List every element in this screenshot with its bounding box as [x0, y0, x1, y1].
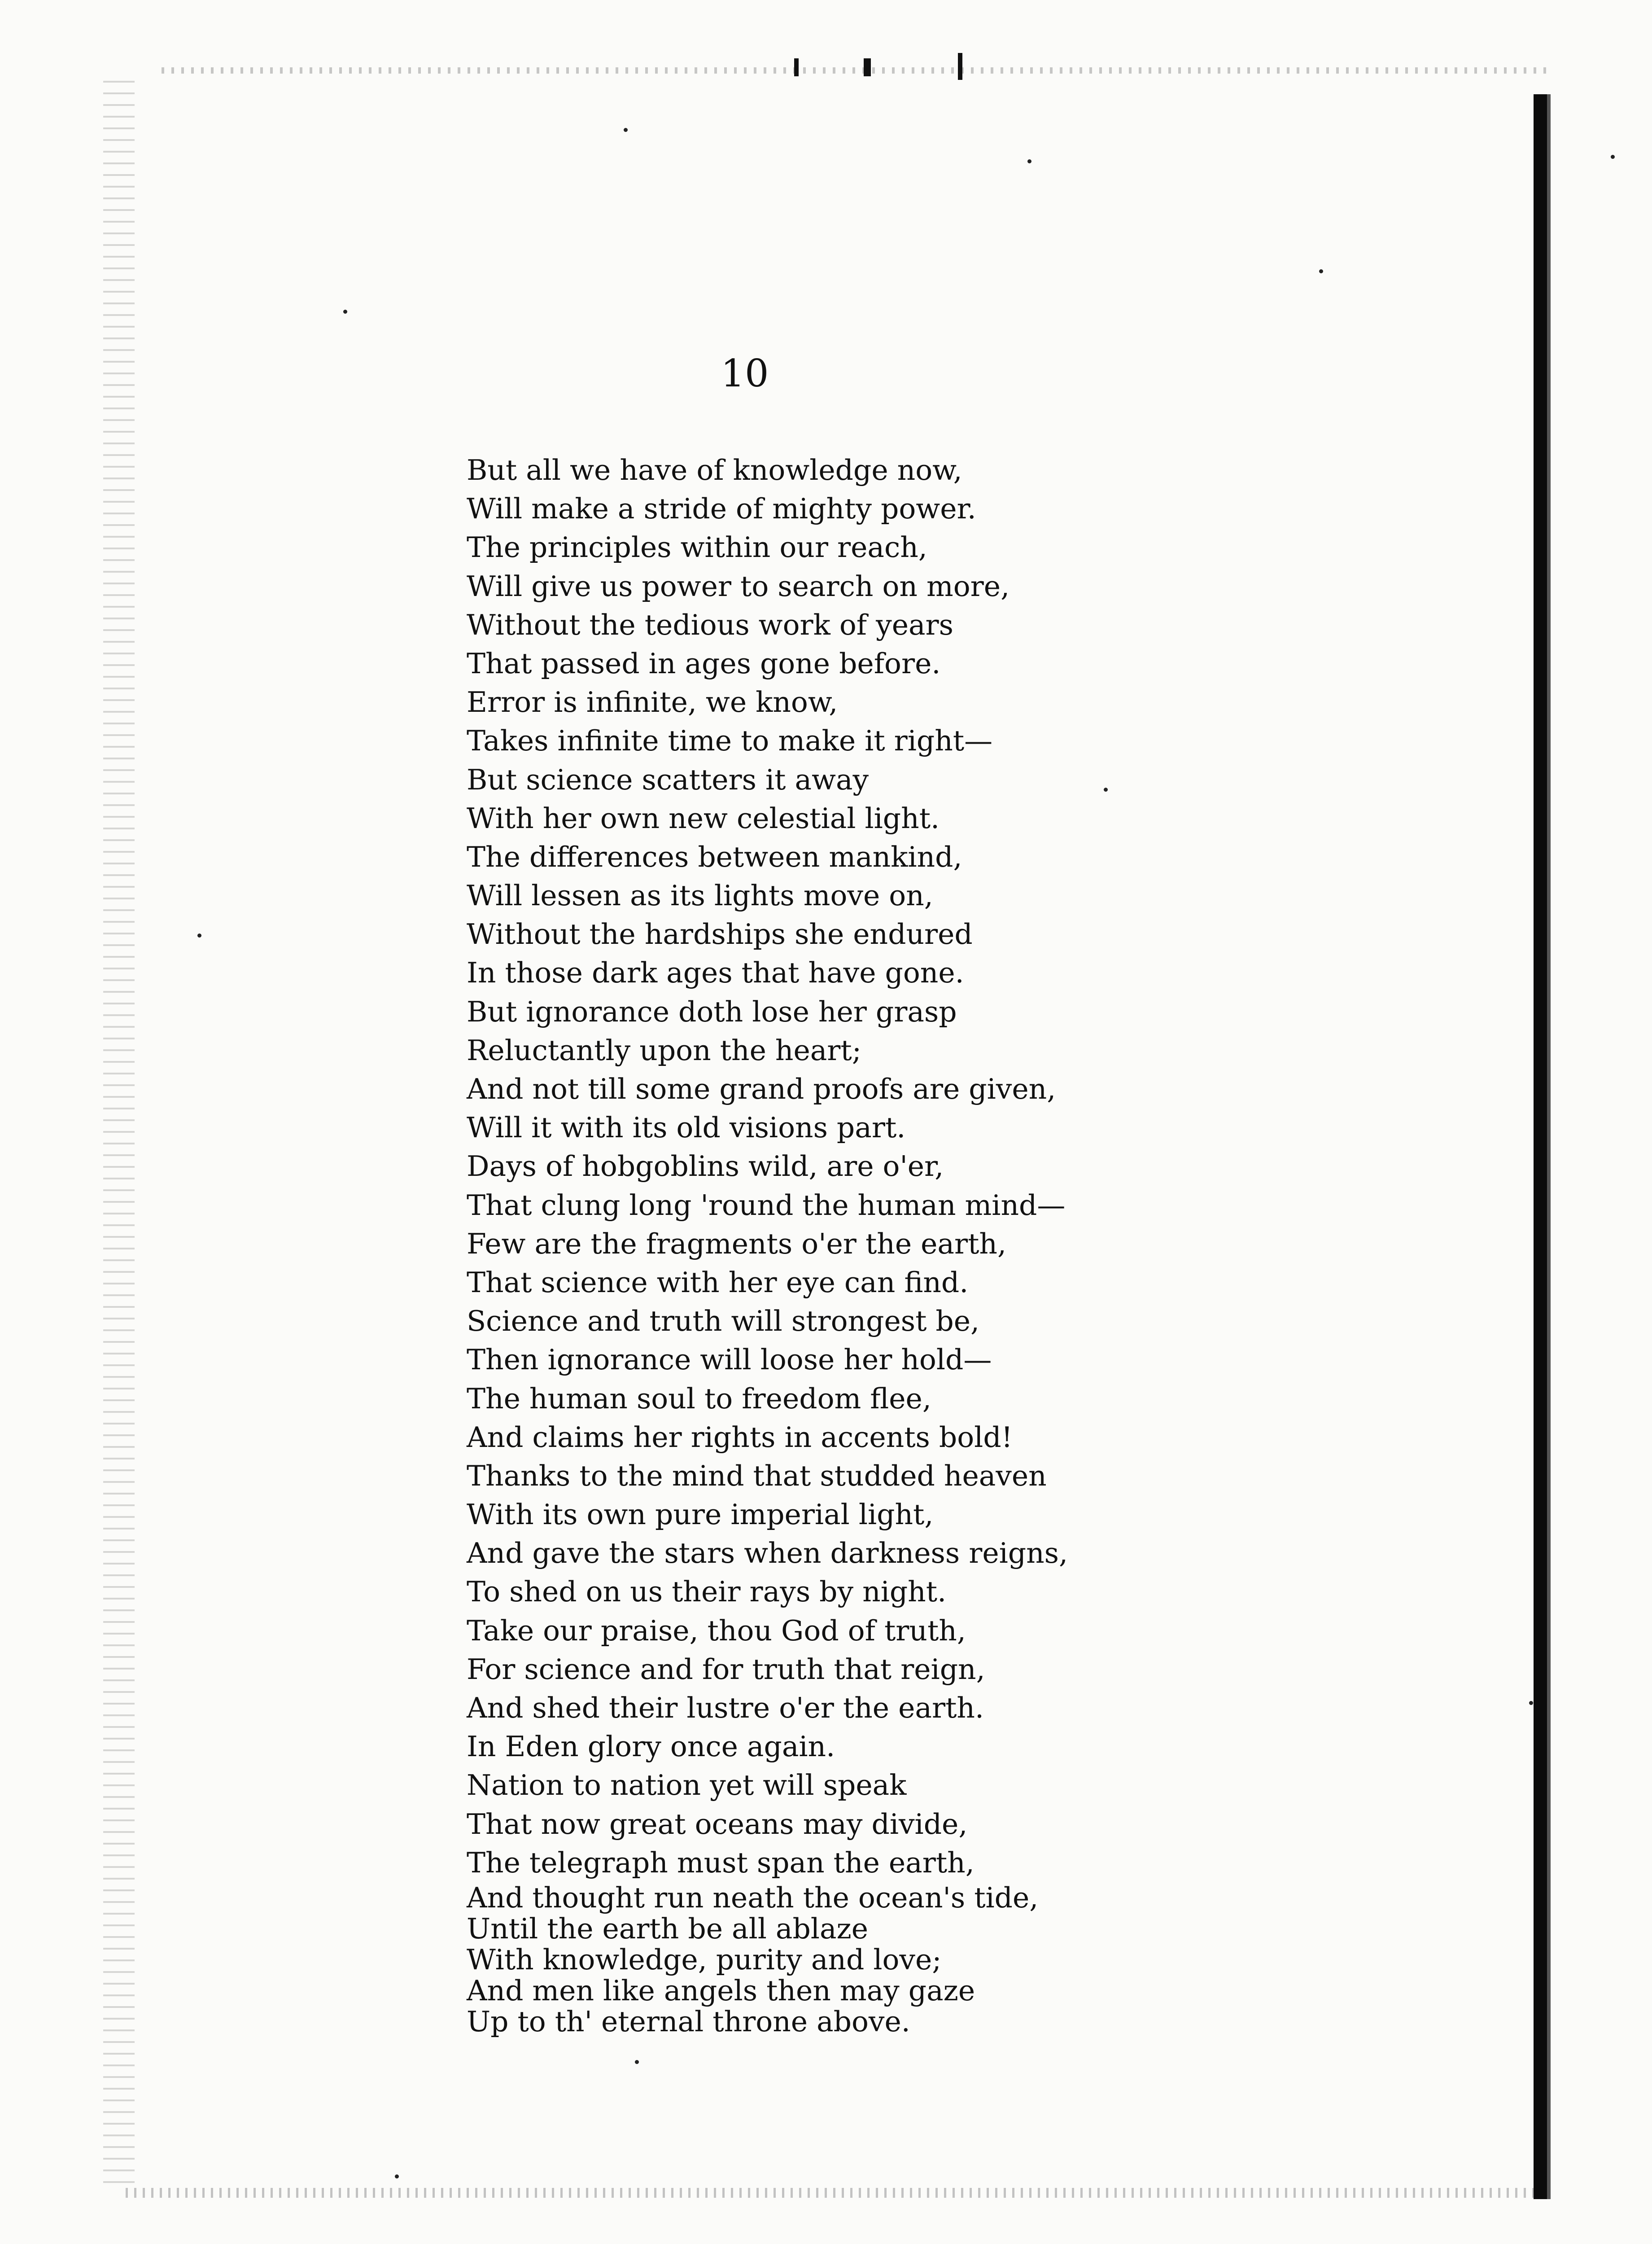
poem-line: Days of hobgoblins wild, are o'er,	[467, 1150, 944, 1183]
poem-line: Take our praise, thou God of truth,	[467, 1614, 966, 1647]
poem-line: And men like angels then may gaze	[467, 1974, 975, 2007]
poem-line: Without the hardships she endured	[467, 918, 973, 951]
poem-line: Without the tedious work of years	[467, 608, 953, 641]
poem-line: And claims her rights in accents bold!	[467, 1420, 1013, 1454]
poem-line: Nation to nation yet will speak	[467, 1769, 907, 1802]
poem-line: With knowledge, purity and love;	[467, 1943, 942, 1976]
poem-line: But ignorance doth lose her grasp	[467, 995, 957, 1028]
ink-speck	[395, 2174, 399, 2178]
page-number: 10	[721, 351, 769, 395]
poem-line: To shed on us their rays by night.	[467, 1575, 947, 1608]
poem-line: That clung long 'round the human mind—	[467, 1188, 1066, 1222]
ink-speck	[343, 310, 347, 314]
poem-line: And thought run neath the ocean's tide,	[467, 1881, 1039, 1914]
ink-speck	[1611, 155, 1615, 159]
poem-line: With her own new celestial light.	[467, 802, 940, 835]
page-top-edge	[162, 67, 1552, 74]
ink-speck	[635, 2060, 639, 2064]
page-left-edge	[103, 81, 135, 2190]
poem-line: That passed in ages gone before.	[467, 647, 941, 680]
poem-line: Thanks to the mind that studded heaven	[467, 1459, 1047, 1492]
poem-line: Error is infinite, we know,	[467, 686, 838, 719]
poem-line: Will it with its old visions part.	[467, 1111, 906, 1144]
ink-speck	[624, 128, 628, 132]
poem-line: Will give us power to search on more,	[467, 570, 1010, 603]
poem-line: And gave the stars when darkness reigns,	[467, 1537, 1068, 1570]
poem-line: Reluctantly upon the heart;	[467, 1034, 861, 1067]
poem-line: But science scatters it away	[467, 763, 869, 796]
poem-line: That science with her eye can find.	[467, 1266, 969, 1299]
page-right-binding-shadow	[1534, 94, 1547, 2199]
poem-line: Will make a stride of mighty power.	[467, 492, 976, 526]
poem-line: Will lessen as its lights move on,	[467, 879, 933, 912]
poem-line: Takes infinite time to make it right—	[467, 724, 993, 758]
poem-line: In Eden glory once again.	[467, 1730, 835, 1763]
poem-line: That now great oceans may divide,	[467, 1807, 968, 1841]
poem-line: Few are the fragments o'er the earth,	[467, 1227, 1007, 1260]
poem-line: With its own pure imperial light,	[467, 1498, 934, 1531]
poem-line: And not till some grand proofs are given,	[467, 1073, 1056, 1105]
poem-line: Up to th' eternal throne above.	[467, 2005, 910, 2038]
poem-line: Science and truth will strongest be,	[467, 1305, 980, 1338]
ink-speck	[197, 934, 201, 938]
poem-line: The principles within our reach,	[467, 531, 927, 564]
poem-line: The telegraph must span the earth,	[467, 1846, 975, 1879]
poem-line: Then ignorance will loose her hold—	[467, 1343, 992, 1376]
page-bottom-edge	[126, 2188, 1548, 2198]
page-right-binding-line	[1547, 94, 1551, 2199]
poem-line: The human soul to freedom flee,	[467, 1382, 931, 1415]
poem-line: Until the earth be all ablaze	[467, 1912, 868, 1945]
poem-line: For science and for truth that reign,	[467, 1652, 985, 1686]
ink-speck	[1319, 269, 1323, 273]
ink-speck	[1027, 159, 1031, 163]
poem-line: But all we have of knowledge now,	[467, 454, 962, 486]
poem-line: And shed their lustre o'er the earth.	[467, 1692, 984, 1724]
poem-line: The differences between mankind,	[467, 840, 962, 873]
ink-speck	[1529, 1701, 1533, 1705]
poem-text	[467, 451, 1499, 2037]
poem-line: In those dark ages that have gone.	[467, 956, 964, 990]
